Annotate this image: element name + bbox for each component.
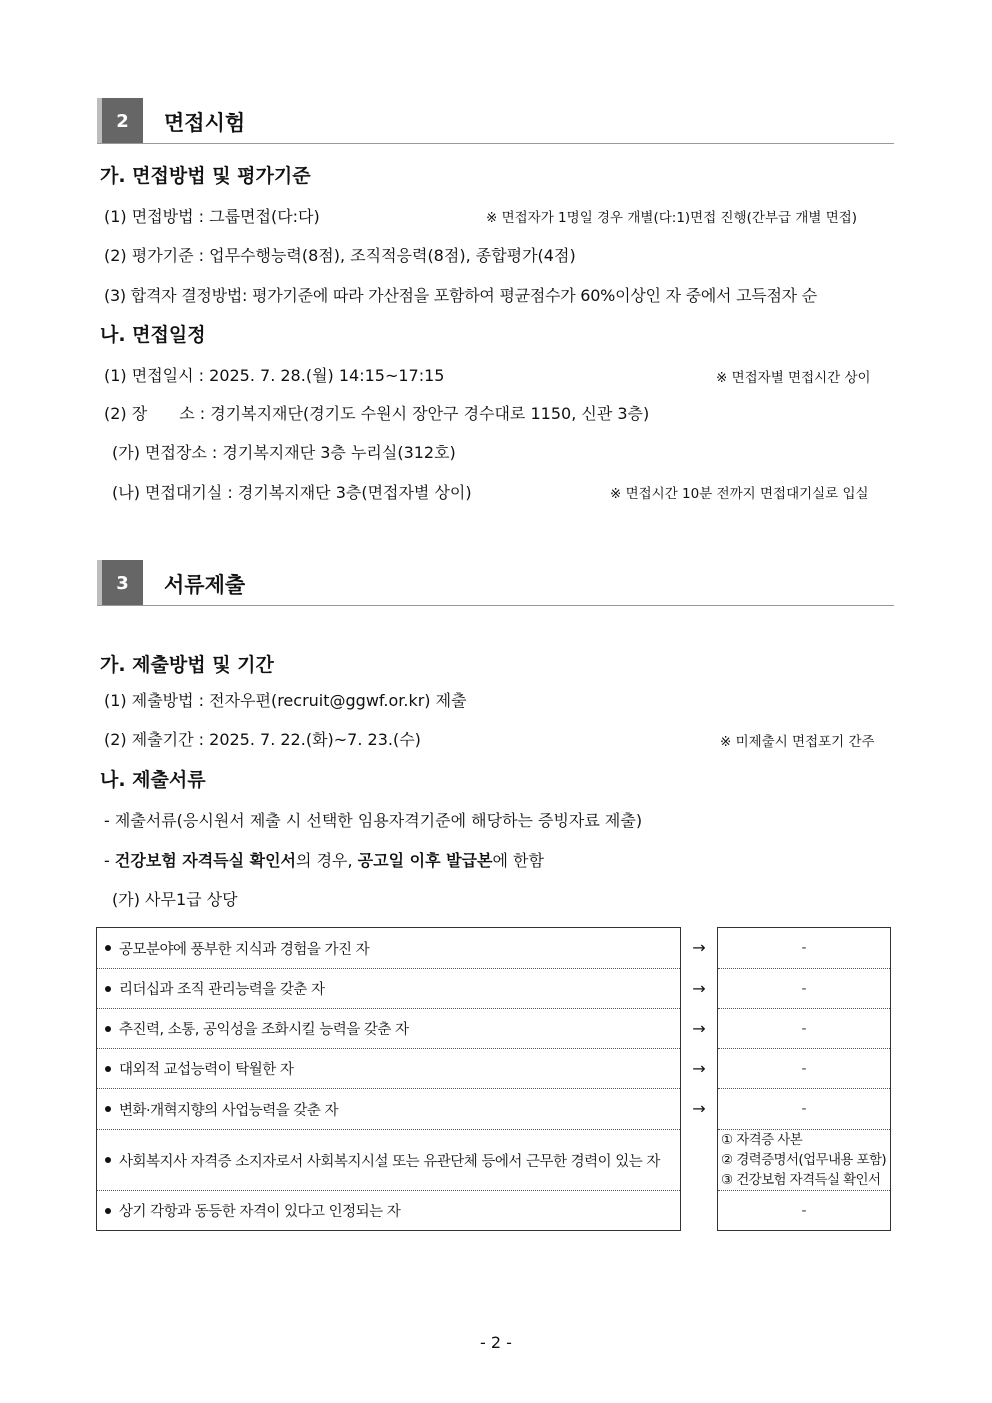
dash-item xyxy=(104,848,544,871)
list-item: (2) 제출기간 : 2025. 7. 22.(화)~7. 23.(수) xyxy=(104,730,421,749)
bullet-icon xyxy=(105,1208,111,1214)
bullet-icon xyxy=(105,945,111,951)
subsection-heading: 나. 제출서류 xyxy=(100,769,206,791)
table-row xyxy=(97,1130,680,1191)
table-row xyxy=(97,1191,680,1230)
section-title: 면접시험 xyxy=(164,111,246,135)
section-number-badge: 2 xyxy=(97,98,143,144)
arrow-icon: → xyxy=(692,1099,706,1118)
criterion-cell: 사회복지사 자격증 소지자로서 사회복지시설 또는 유관단체 등에서 근무한 경력이 있는 자 xyxy=(105,1130,660,1190)
emphasis-text: 공고일 이후 발급본 xyxy=(357,851,493,870)
note: ※ 면접자가 1명일 경우 개별(다:1)면접 진행(간부급 개별 면접) xyxy=(486,210,858,226)
dash-prefix: - xyxy=(104,851,115,870)
documents-table xyxy=(717,927,891,1231)
arrow-icon: → xyxy=(692,1018,706,1038)
criterion-cell: 리더십과 조직 관리능력을 갖춘 자 xyxy=(105,969,325,1008)
sub-label: (가) 사무1급 상당 xyxy=(112,890,238,909)
list-item: (1) 면접일시 : 2025. 7. 28.(월) 14:15~17:15 xyxy=(104,366,445,385)
dash-text: 에 한함 xyxy=(492,851,544,870)
bullet-icon xyxy=(105,1026,111,1032)
docs-cell: - xyxy=(718,1049,890,1089)
criteria-table xyxy=(96,927,681,1231)
criterion-cell: 공모분야에 풍부한 지식과 경험을 가진 자 xyxy=(105,928,369,968)
list-item: (2) 평가기준 : 업무수행능력(8점), 조직적응력(8점), 종합평가(4점) xyxy=(104,246,576,265)
docs-cell: - xyxy=(718,928,890,969)
docs-cell: - xyxy=(801,1202,807,1219)
table-row xyxy=(97,1089,680,1130)
section-divider xyxy=(97,605,894,606)
list-item: (1) 제출방법 : 전자우편(recruit@ggwf.or.kr) 제출 xyxy=(104,691,467,710)
bullet-icon xyxy=(105,1106,111,1112)
docs-cell: - xyxy=(718,1009,890,1049)
table-row xyxy=(97,1009,680,1049)
docs-list-item: ② 경력증명서(업무내용 포함) xyxy=(721,1152,887,1168)
list-item: (나) 면접대기실 : 경기복지재단 3층(면접자별 상이) xyxy=(112,483,472,502)
section-number-badge: 3 xyxy=(97,560,143,606)
subsection-heading: 가. 제출방법 및 기간 xyxy=(100,654,274,676)
docs-cell: - xyxy=(718,1089,890,1130)
list-item: (3) 합격자 결정방법: 평가기준에 따라 가산점을 포함하여 평균점수가 60%이상인 자 중에서 고득점자 순 xyxy=(104,286,817,305)
emphasis-text: 건강보험 자격득실 확인서 xyxy=(114,851,297,870)
bullet-icon xyxy=(105,1157,111,1163)
arrow-icon: → xyxy=(692,978,706,998)
criterion-cell: 변화·개혁지향의 사업능력을 갖춘 자 xyxy=(105,1089,338,1129)
criterion-cell: 추진력, 소통, 공익성을 조화시킬 능력을 갖춘 자 xyxy=(105,1009,409,1048)
table-row xyxy=(97,1049,680,1089)
arrow-icon: → xyxy=(692,938,706,957)
page-number: - 2 - xyxy=(480,1333,512,1352)
bullet-icon xyxy=(105,1066,111,1072)
criterion-cell: 상기 각항과 동등한 자격이 있다고 인정되는 자 xyxy=(105,1191,400,1230)
docs-list-item: ① 자격증 사본 xyxy=(721,1132,803,1148)
dash-item: - 제출서류(응시원서 제출 시 선택한 임용자격기준에 해당하는 증빙자료 제출) xyxy=(104,811,643,830)
docs-cell: - xyxy=(718,969,890,1009)
criterion-cell: 대외적 교섭능력이 탁월한 자 xyxy=(105,1049,293,1088)
list-item: (1) 면접방법 : 그룹면접(다:다) xyxy=(104,207,320,226)
section-divider xyxy=(97,143,894,144)
note: ※ 면접시간 10분 전까지 면접대기실로 입실 xyxy=(610,486,869,502)
section-title: 서류제출 xyxy=(164,573,246,597)
note: ※ 면접자별 면접시간 상이 xyxy=(716,370,871,386)
bullet-icon xyxy=(105,986,111,992)
list-item: (2) 장 소 : 경기복지재단(경기도 수원시 장안구 경수대로 1150, 신관 3층) xyxy=(104,404,650,423)
dash-text: 의 경우, xyxy=(296,851,358,870)
table-row xyxy=(97,969,680,1009)
subsection-heading: 나. 면접일정 xyxy=(100,324,206,346)
docs-list-item: ③ 건강보험 자격득실 확인서 xyxy=(721,1172,881,1188)
subsection-heading: 가. 면접방법 및 평가기준 xyxy=(100,165,311,187)
note: ※ 미제출시 면접포기 간주 xyxy=(720,734,875,750)
list-item: (가) 면접장소 : 경기복지재단 3층 누리실(312호) xyxy=(112,443,456,462)
arrow-icon: → xyxy=(692,1058,706,1078)
docs-cell xyxy=(718,1130,890,1191)
table-row xyxy=(97,928,680,969)
